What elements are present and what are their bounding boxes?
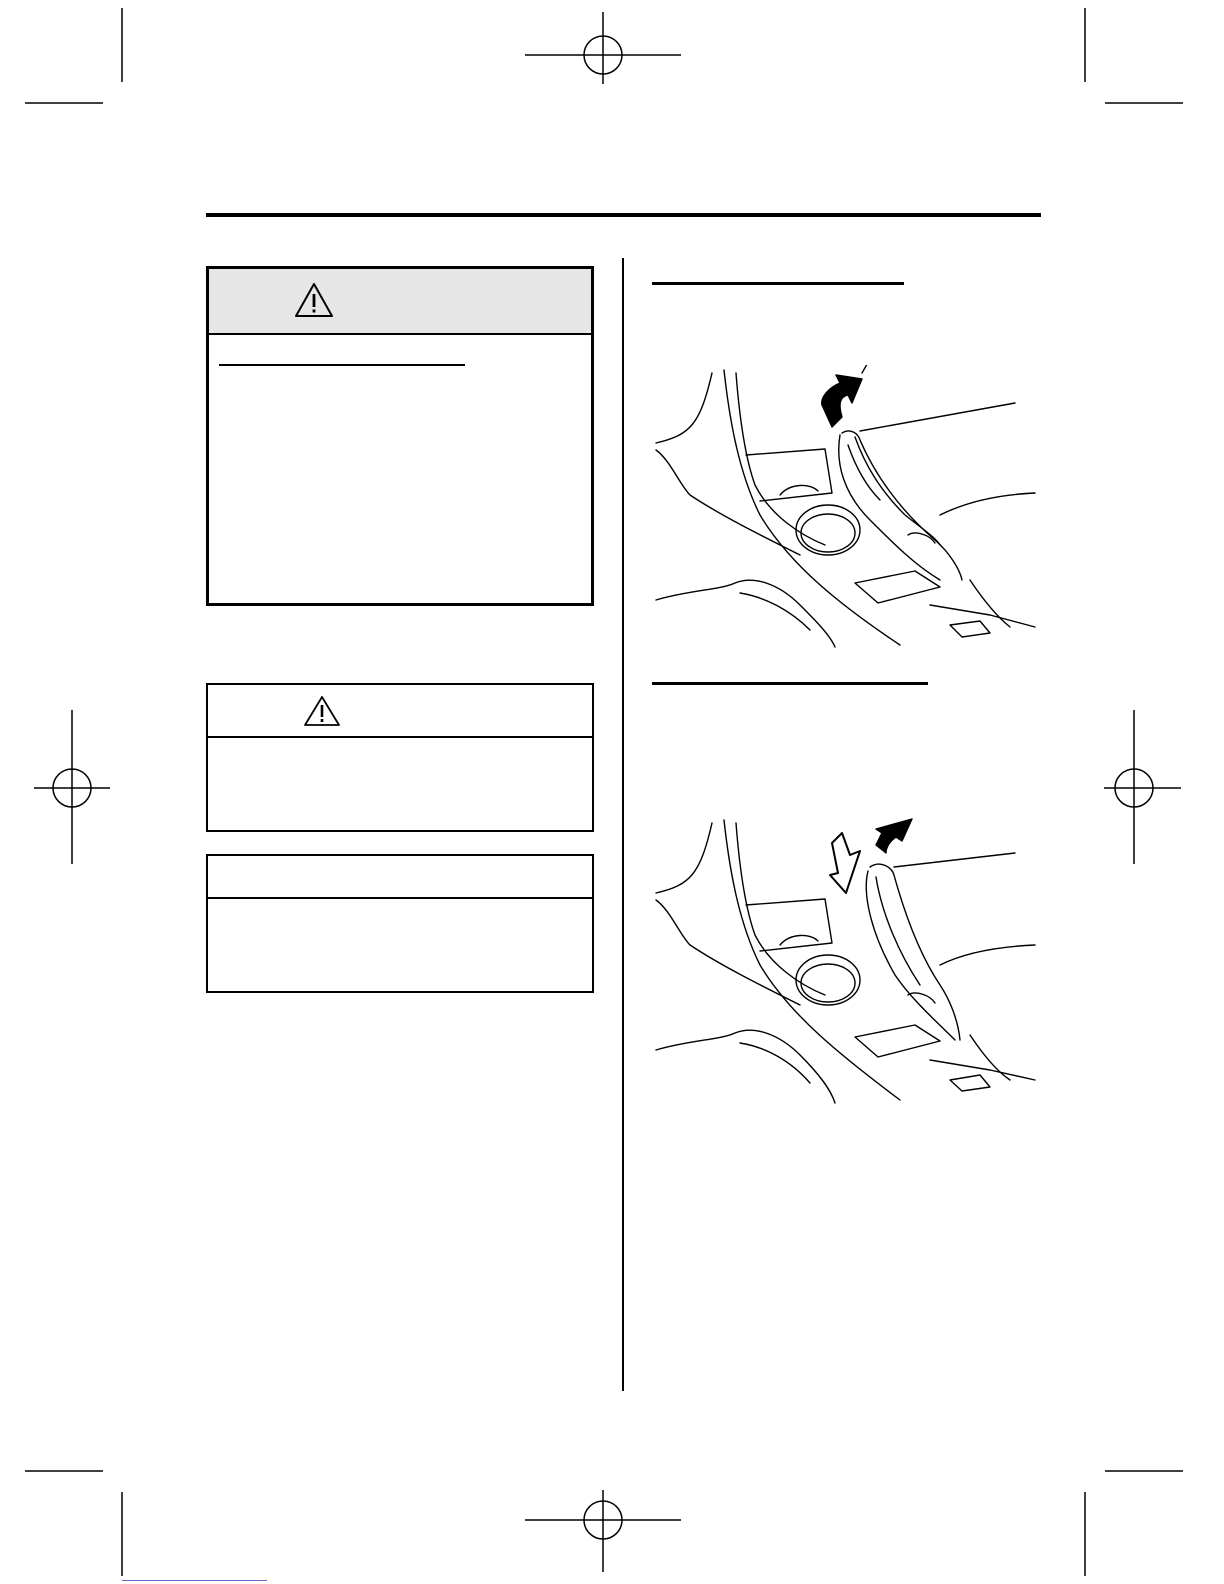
header-rule — [206, 213, 1041, 217]
registration-target-right — [1104, 710, 1181, 864]
warning-header — [209, 269, 591, 335]
caution-header — [208, 685, 592, 738]
parking-brake-lever-release-illustration — [650, 815, 1040, 1105]
note-header — [208, 856, 592, 899]
warning-subheading-rule — [219, 364, 465, 366]
note-box — [206, 854, 594, 993]
parking-brake-lever-apply-illustration — [650, 365, 1040, 650]
release-heading-rule — [652, 682, 928, 685]
column-divider — [622, 258, 624, 1391]
registration-target-top — [525, 12, 681, 84]
registration-target-left — [34, 710, 110, 864]
caution-box — [206, 683, 594, 832]
footer-link-rule — [122, 1580, 267, 1581]
apply-heading-rule — [652, 282, 904, 285]
registration-target-bottom — [525, 1490, 681, 1572]
warning-triangle-icon — [293, 281, 335, 319]
warning-box — [206, 266, 594, 606]
warning-triangle-icon — [302, 694, 342, 728]
